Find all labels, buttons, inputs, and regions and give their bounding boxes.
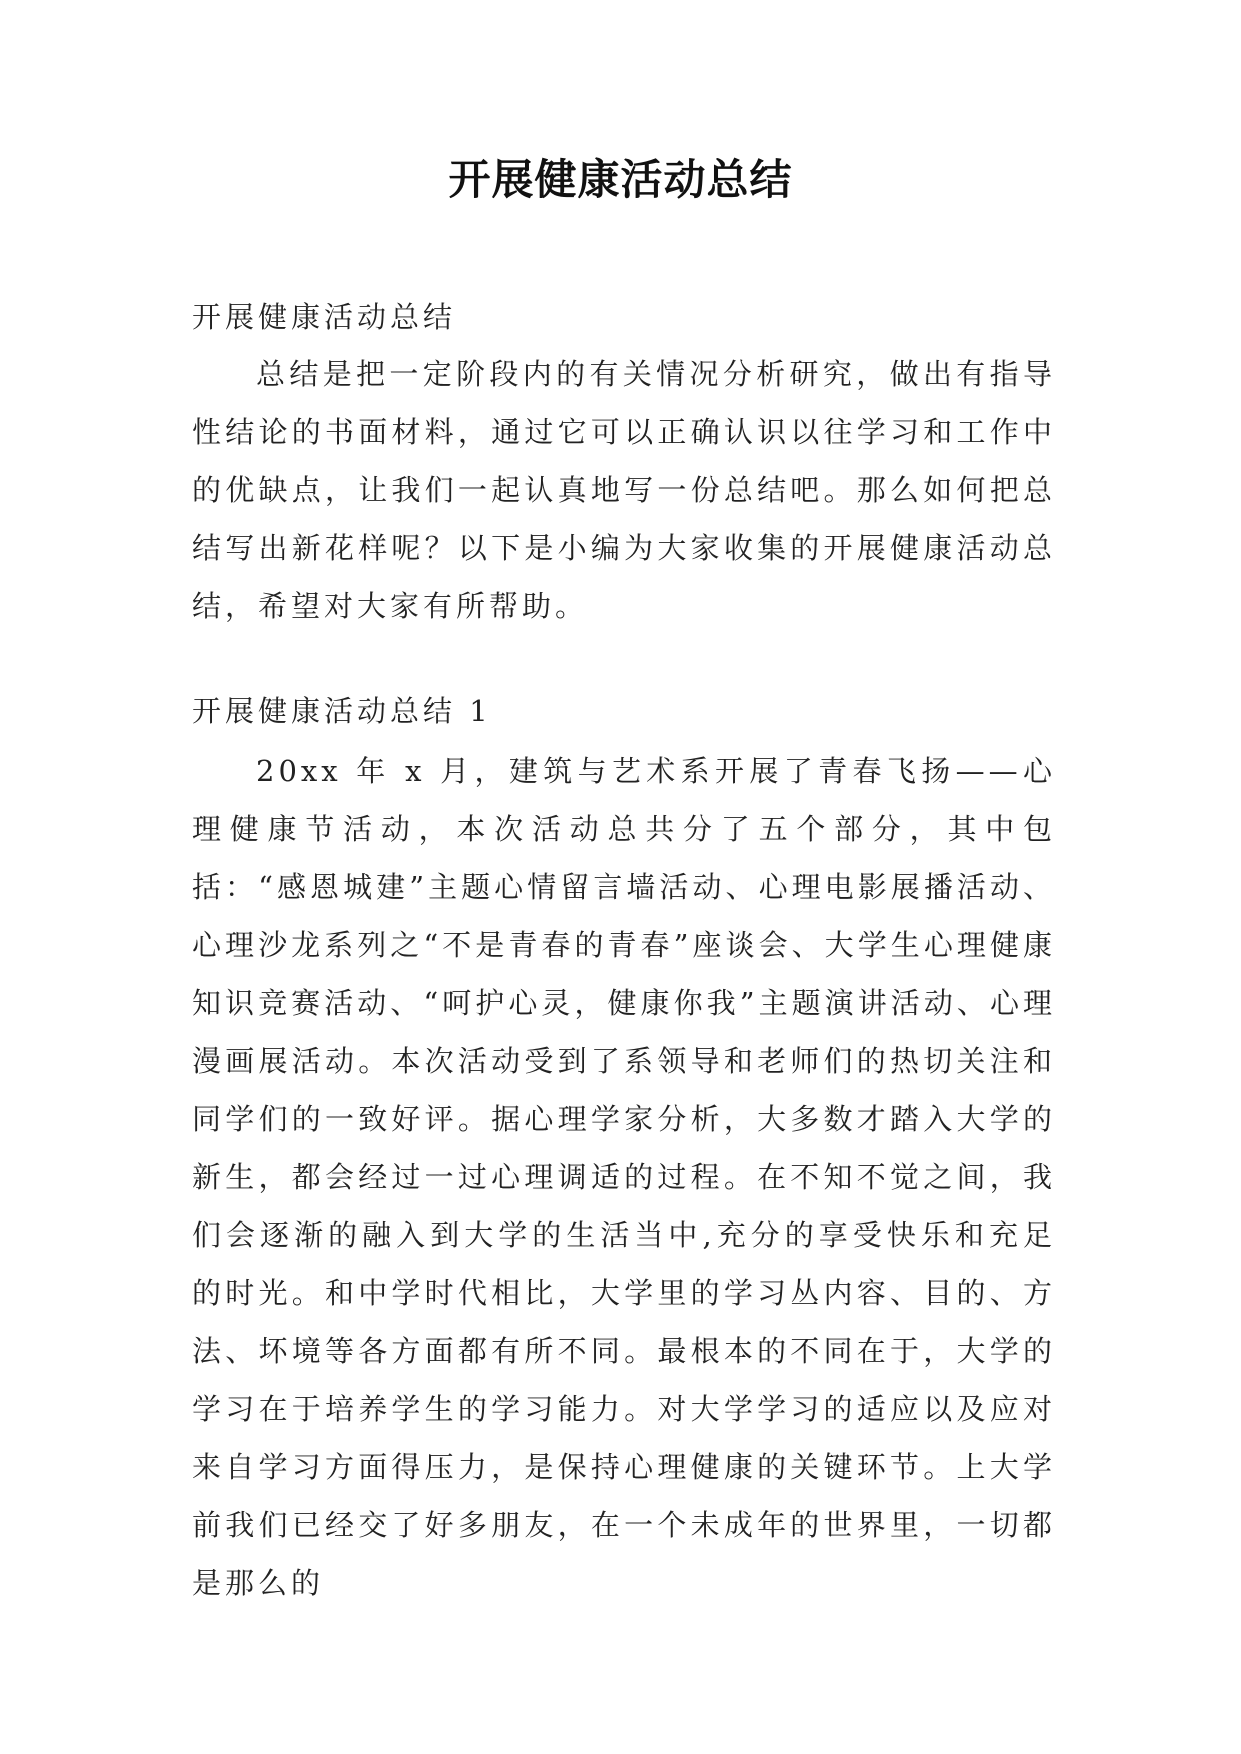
section-1-paragraph: 20xx 年 x 月，建筑与艺术系开展了青春飞扬——心理健康节活动，本次活动总共分了五个部分，其中包括：“感恩城建”主题心情留言墙活动、心理电影展播活动、心理沙龙系列之“不是青春的青春”座谈会、大学生心理健康知识竞赛活动、“呵护心灵，健康你我”主题演讲活动、心理漫画展活动。本次活动受到了系领导和老师们的热切关注和同学们的一致好评。据心理学家分析，大多数才踏入大学的新生，都会经过一过心理调适的过程。在不知不觉之间，我们会逐渐的融入到大学的生活当中,充分的享受快乐和充足的时光。和中学时代相比，大学里的学习丛内容、目的、方法、坏境等各方面都有所不同。最根本的不同在于，大学的学习在于培养学生的学习能力。对大学学习的适应以及应对来自学习方面得压力，是保持心理健康的关键环节。上大学前我们已经交了好多朋友，在一个未成年的世界里，一切都是那么的 — [192, 754, 1056, 1600]
section-1-heading: 开展健康活动总结 1 — [192, 694, 492, 728]
intro-heading: 开展健康活动总结 — [192, 300, 457, 334]
page-title: 开展健康活动总结 — [448, 155, 793, 204]
intro-paragraph: 总结是把一定阶段内的有关情况分析研究，做出有指导性结论的书面材料，通过它可以正确认识以往学习和工作中的优缺点，让我们一起认真地写一份总结吧。那么如何把总结写出新花样呢？以下是小编为大家收集的开展健康活动总结，希望对大家有所帮助。 — [192, 357, 1056, 623]
